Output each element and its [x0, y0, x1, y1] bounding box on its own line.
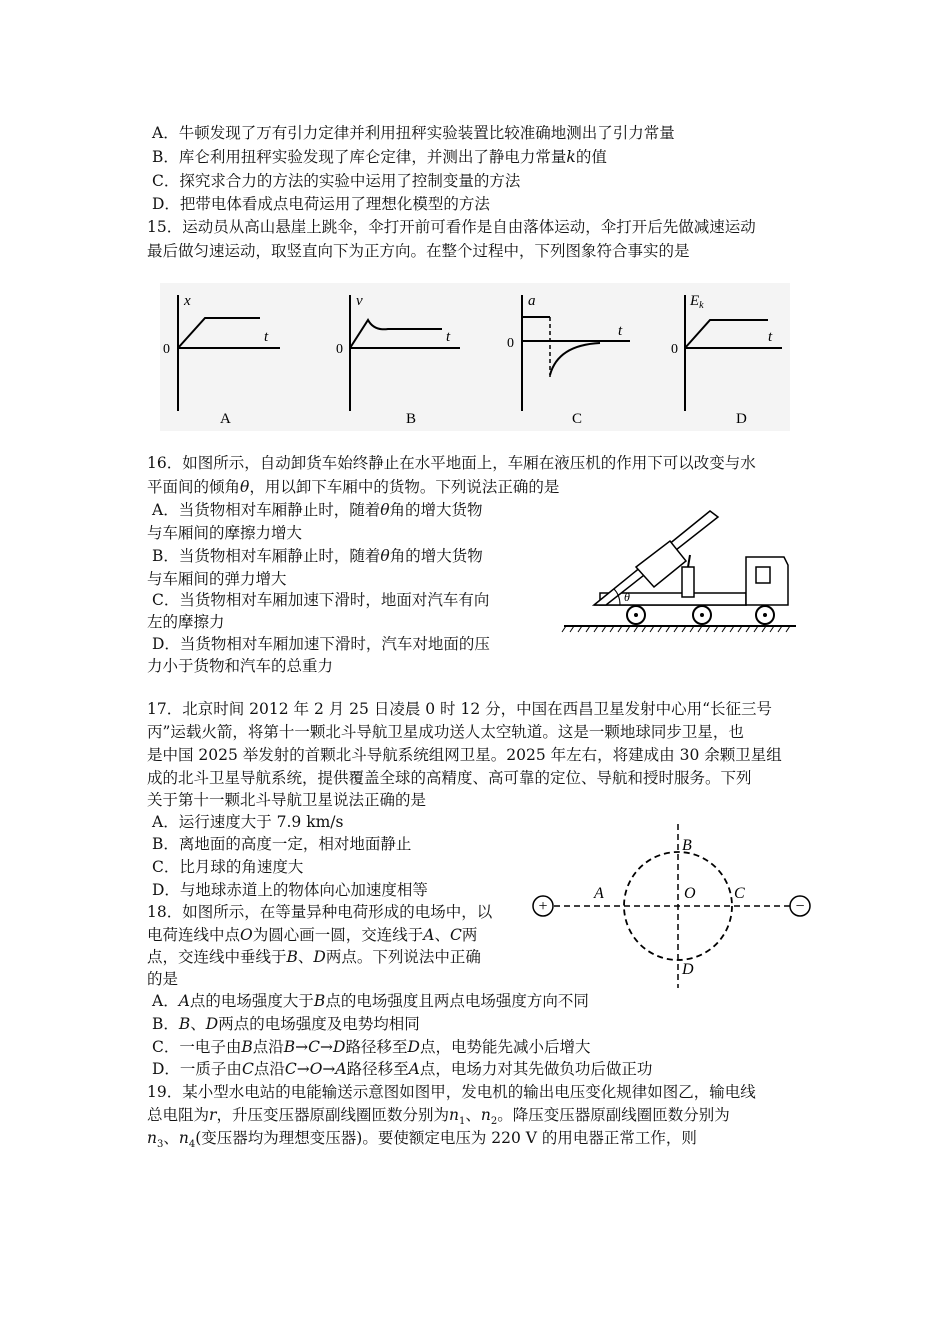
- graph-d-origin: 0: [671, 342, 678, 357]
- q18-stem-line3: 点，交连线中垂线于B、D两点。下列说法中正确: [147, 948, 481, 966]
- q18-stem-line1: 18．如图所示，在等量异种电荷形成的电场中，以: [147, 903, 493, 921]
- positive-charge-label: +: [538, 898, 548, 915]
- point-o-label: O: [684, 885, 696, 902]
- q18-option-d: D．一质子由C点沿C→O→A路径移至A点，电场力对其先做负功后做正功: [152, 1060, 653, 1078]
- point-c-label: C: [734, 885, 745, 902]
- dump-truck-figure: [560, 505, 800, 635]
- q14-option-a: A．牛顿发现了万有引力定律并利用扭秤实验装置比较准确地测出了引力常量: [152, 124, 675, 142]
- q15-graphs-figure: [160, 283, 790, 431]
- graph-c-t-label: t: [618, 323, 623, 339]
- graph-b-letter: B: [406, 411, 417, 427]
- graph-c-y-label: a: [528, 293, 536, 309]
- graph-d-t-label: t: [768, 329, 773, 345]
- graph-d-y-label: $E_k$: [690, 293, 704, 311]
- q16-stem-line1: 16．如图所示，自动卸货车始终静止在水平地面上，车厢在液压机的作用下可以改变与水: [147, 454, 756, 472]
- q18-option-b: B．B、D两点的电场强度及电势均相同: [152, 1015, 420, 1033]
- q17-option-c: C．比月球的角速度大: [152, 858, 304, 876]
- graph-b-t-label: t: [446, 329, 451, 345]
- graph-b-origin: 0: [336, 342, 343, 357]
- q16-option-d-line1: D．当货物相对车厢加速下滑时，汽车对地面的压: [152, 635, 490, 653]
- q16-option-d-line2: 力小于货物和汽车的总重力: [147, 657, 334, 675]
- q16-option-b-line1: B．当货物相对车厢静止时，随着θ角的增大货物: [152, 547, 483, 565]
- q14-option-c: C．探究求合力的方法的实验中运用了控制变量的方法: [152, 172, 521, 190]
- q14-option-b: B．库仑利用扭秤实验发现了库仑定律，并测出了静电力常量k的值: [152, 148, 607, 166]
- q17-option-b: B．离地面的高度一定，相对地面静止: [152, 835, 412, 853]
- q15-stem-line1: 15．运动员从高山悬崖上跳伞，伞打开前可看作是自由落体运动，伞打开后先做减速运动: [147, 218, 756, 236]
- q17-option-a: A．运行速度大于 7.9 km/s: [152, 813, 344, 831]
- q14-option-d: D．把带电体看成点电荷运用了理想化模型的方法: [152, 195, 490, 213]
- q18-stem-line4: 的是: [147, 970, 179, 988]
- q17-stem-line1: 17．北京时间 2012 年 2 月 25 日凌晨 0 时 12 分，中国在西昌卫星发射中心用“长征三号: [147, 700, 773, 718]
- q16-option-b-line2: 与车厢间的弹力增大: [147, 570, 287, 588]
- q18-option-a: A．A点的电场强度大于B点的电场强度且两点电场强度方向不同: [152, 992, 589, 1010]
- q17-stem-line3: 是中国 2025 举发射的首颗北斗导航系统组网卫星。2025 年左右，将建成由 30 余颗卫星组: [147, 746, 782, 764]
- q18-stem-line2: 电荷连线中点O为圆心画一圆，交连线于A、C两: [147, 926, 478, 944]
- point-d-label: D: [682, 961, 694, 978]
- q19-stem-line2: 总电阻为r，升压变压器原副线圈匝数分别为$n_1$、$n_2$。降压变压器原副线圈匝数分别为: [147, 1106, 730, 1128]
- q18-option-c: C．一电子由B点沿B→C→D路径移至D点，电势能先减小后增大: [152, 1038, 591, 1056]
- q17-stem-line5: 关于第十一颗北斗导航卫星说法正确的是: [147, 791, 427, 809]
- point-a-label: A: [594, 885, 604, 902]
- q16-option-a-line1: A．当货物相对车厢静止时，随着θ角的增大货物: [152, 501, 483, 519]
- q19-stem-line1: 19．某小型水电站的电能输送示意图如图甲，发电机的输出电压变化规律如图乙，输电线: [147, 1083, 756, 1101]
- charges-circle-figure: [528, 822, 818, 990]
- graph-a-origin: 0: [163, 342, 170, 357]
- graph-b-y-label: v: [356, 293, 363, 309]
- graph-a-t-label: t: [264, 329, 269, 345]
- graph-d-letter: D: [736, 411, 747, 427]
- q15-stem-line2: 最后做匀速运动，取竖直向下为正方向。在整个过程中，下列图象符合事实的是: [147, 242, 690, 260]
- graph-a-y-label: x: [184, 293, 191, 309]
- q16-option-c-line2: 左的摩擦力: [147, 613, 225, 631]
- q17-stem-line2: 丙”运载火箭，将第十一颗北斗导航卫星成功送人太空轨道。这是一颗地球同步卫星，也: [147, 723, 744, 741]
- q16-option-a-line2: 与车厢间的摩擦力增大: [147, 524, 303, 542]
- q16-option-c-line1: C．当货物相对车厢加速下滑时，地面对汽车有向: [152, 591, 490, 609]
- point-b-label: B: [682, 837, 692, 854]
- truck-theta-label: θ: [624, 590, 630, 604]
- graph-c-origin: 0: [507, 336, 514, 351]
- q16-stem-line2: 平面间的倾角θ，用以卸下车厢中的货物。下列说法正确的是: [147, 478, 560, 496]
- q17-stem-line4: 成的北斗卫星导航系统，提供覆盖全球的高精度、高可靠的定位、导航和授时服务。下列: [147, 769, 752, 787]
- graph-c-letter: C: [572, 411, 583, 427]
- q19-stem-line3: $n_3$、$n_4$(变压器均为理想变压器)。要使额定电压为 220 V 的用电器正常工作，则: [147, 1129, 697, 1151]
- negative-charge-label: −: [795, 898, 805, 915]
- q17-option-d: D．与地球赤道上的物体向心加速度相等: [152, 881, 428, 899]
- graph-a-letter: A: [220, 411, 231, 427]
